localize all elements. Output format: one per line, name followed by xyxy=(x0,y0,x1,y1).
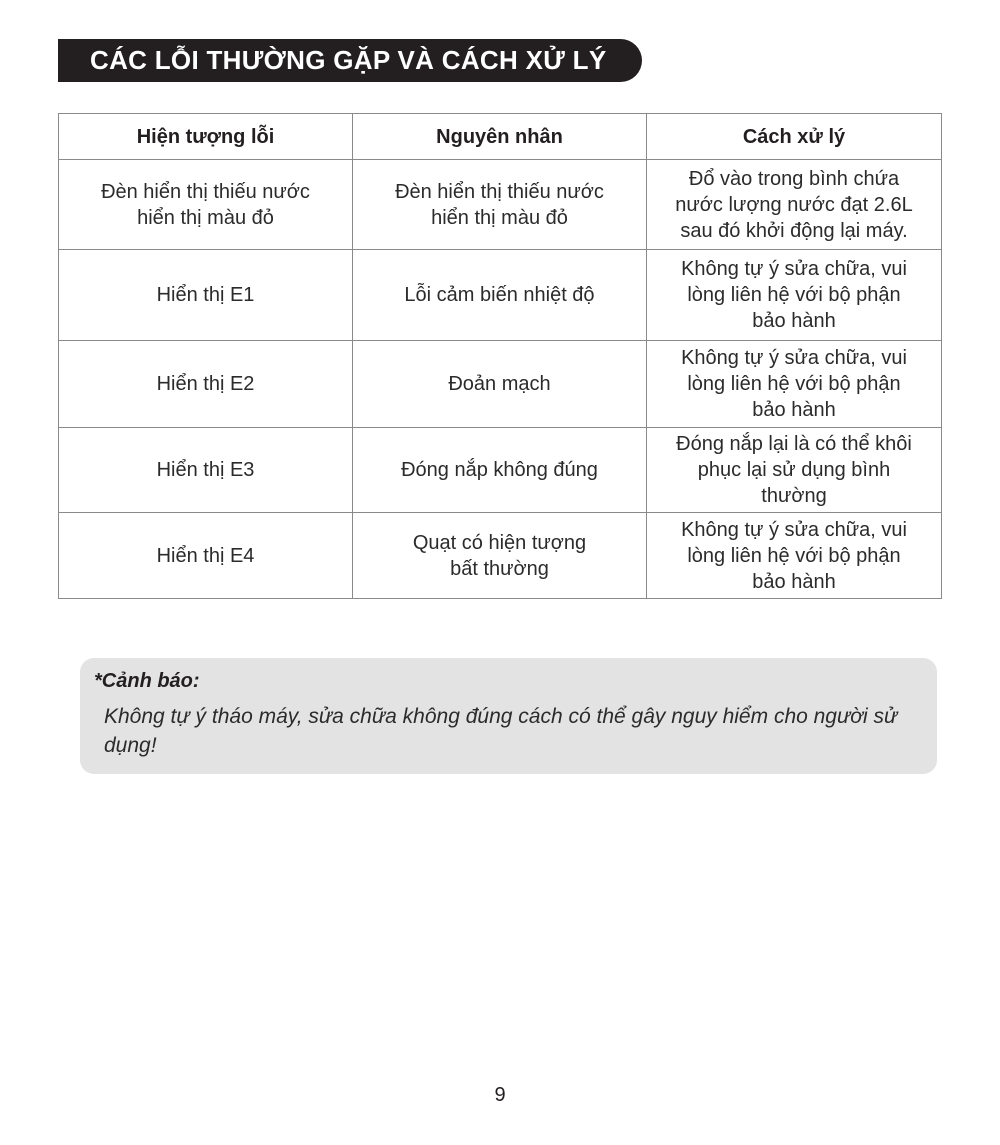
symptom-text: Hiển thị E2 xyxy=(156,373,255,395)
header-symptom: Hiện tượng lỗi xyxy=(59,114,353,160)
symptom-text: Hiển thị E3 xyxy=(156,459,255,481)
cause-cell xyxy=(353,341,647,428)
solution-text: Không tự ý sửa chữa, vui lòng liên hệ với bộ phận bảo hành xyxy=(681,347,907,421)
solution-text: Đóng nắp lại là có thể khôi phục lại sử dụng bình thường xyxy=(676,433,912,507)
solution-cell xyxy=(647,513,942,599)
solution-text: Không tự ý sửa chữa, vui lòng liên hệ với bộ phận bảo hành xyxy=(681,258,907,332)
cause-cell xyxy=(353,160,647,250)
cause-text: Lỗi cảm biến nhiệt độ xyxy=(404,284,595,306)
symptom-text: Hiển thị E1 xyxy=(156,284,255,306)
cause-cell xyxy=(353,250,647,341)
warning-box xyxy=(80,658,937,774)
symptom-cell xyxy=(59,428,353,513)
table-row xyxy=(59,341,942,428)
symptom-cell xyxy=(59,160,353,250)
table-row xyxy=(59,160,942,250)
table-row xyxy=(59,250,942,341)
cause-text: Đèn hiển thị thiếu nước hiển thị màu đỏ xyxy=(395,180,604,229)
solution-cell xyxy=(647,250,942,341)
symptom-text: Hiển thị E4 xyxy=(156,544,255,567)
table-row xyxy=(59,428,942,513)
section-title-bar xyxy=(58,39,642,82)
symptom-cell xyxy=(59,250,353,341)
table-header-row xyxy=(59,114,942,160)
solution-cell xyxy=(647,428,942,513)
solution-cell xyxy=(647,160,942,250)
section-title: CÁC LỖI THƯỜNG GẶP VÀ CÁCH XỬ LÝ xyxy=(90,45,607,75)
header-solution: Cách xử lý xyxy=(647,114,942,160)
header-cause: Nguyên nhân xyxy=(353,114,647,160)
symptom-cell xyxy=(59,341,353,428)
cause-text: Đóng nắp không đúng xyxy=(401,459,598,481)
symptom-cell xyxy=(59,513,353,599)
warning-title: *Cảnh báo: xyxy=(94,670,200,692)
solution-text: Đổ vào trong bình chứa nước lượng nước đạt 2.6L sau đó khởi động lại máy. xyxy=(675,167,913,242)
cause-text: Đoản mạch xyxy=(448,373,551,395)
troubleshooting-table xyxy=(58,113,942,599)
page-number: 9 xyxy=(494,1084,506,1106)
cause-cell xyxy=(353,428,647,513)
cause-cell xyxy=(353,513,647,599)
solution-cell xyxy=(647,341,942,428)
cause-text: Quạt có hiện tượng bất thường xyxy=(412,531,587,580)
warning-body: Không tự ý tháo máy, sửa chữa không đúng cách có thể gây nguy hiểm cho người sử dụng! xyxy=(104,705,898,757)
table-row xyxy=(59,513,942,599)
symptom-text: Đèn hiển thị thiếu nước hiển thị màu đỏ xyxy=(101,180,310,229)
solution-text: Không tự ý sửa chữa, vui lòng liên hệ với bộ phận bảo hành xyxy=(681,518,907,593)
